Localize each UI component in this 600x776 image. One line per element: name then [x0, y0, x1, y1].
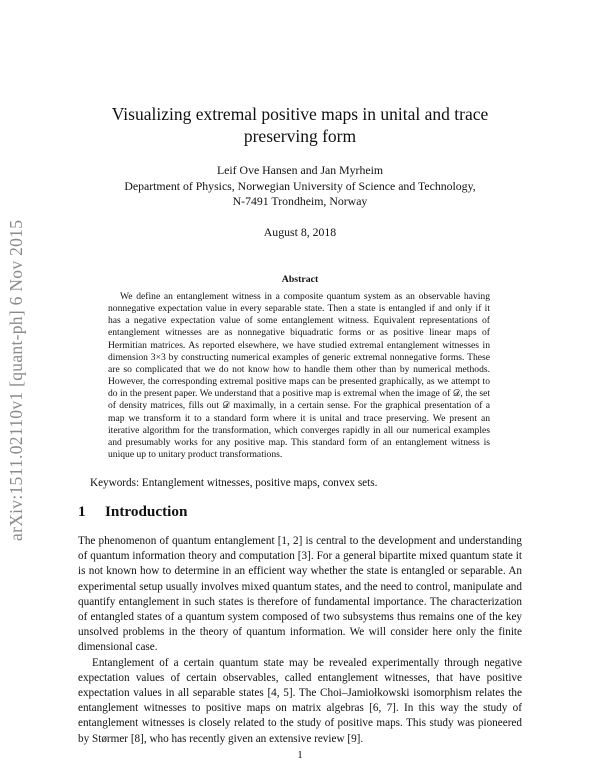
paper-title: Visualizing extremal positive maps in unital and trace preserving form	[111, 104, 489, 146]
affiliation: Department of Physics, Norwegian University of Science and Technology,	[124, 178, 476, 193]
arxiv-identifier: arXiv:1511.02110v1 [quant-ph] 6 Nov 2015	[6, 219, 26, 541]
section-heading	[78, 503, 187, 521]
paragraph: Entanglement of a certain quantum state may be revealed experimentally through negative expectation values of certain observables, called entanglement witnesses, that have positive expectation values in all separable states [4, 5]. The Choi–Jamiołkowski isomorphism relates the entanglement witnesses to positive maps on matrix algebras [6, 7]. In this way the study of entanglement witnesses is closely related to the study of positive maps. This study was pioneered by Størmer [8], who has recently given an extensive review [9].	[78, 656, 522, 745]
introduction-body	[78, 534, 522, 747]
paragraph: The phenomenon of quantum entanglement [1, 2] is central to the development and understanding of quantum information theory and computation [3]. For a general bipartite mixed quantum state it is not known how to determine in an efficient way whether the state is entangled or separable. An experimental setup usually involves mixed quantum states, and the need to control, manipulate and quantify entanglement in such states is therefore of fundamental importance. The characterization of entangled states of a quantum system composed of two subsystems thus remains one of the key unsolved problems in the theory of quantum information. We will consider here only the finite dimensional case.	[78, 535, 522, 654]
abstract-text: We define an entanglement witness in a composite quantum system as an observable having nonnegative expectation value in every separable state. Then a state is entangled if and only if it has a negative expectation value of some entanglement witness. Equivalent representations of entanglement witnesses are as nonnegative biquadratic forms or as positive linear maps of Hermitian matrices. As reported elsewhere, we have studied extremal entanglement witnesses in dimension 3×3 by constructing numerical examples of generic extremal nonnegative forms. These are so complicated that we do not know how to handle them other than by numerical methods. However, the corresponding extremal positive maps can be presented graphically, as we attempt to do in the present paper. We understand that a positive map is extremal when the image of 𝒟, the set of density matrices, fills out 𝒟 maximally, in a certain sense. For the graphical presentation of a map we transform it to a standard form where it is unital and trace preserving. We present an iterative algorithm for the transformation, which converges rapidly in all our numerical examples and presumably works for any positive map. This standard form of an entanglement witness is unique up to unitary product transformations.	[108, 291, 490, 461]
address: N-7491 Trondheim, Norway	[232, 194, 368, 208]
section-title: Introduction	[105, 503, 188, 520]
page-number: 1	[297, 749, 303, 761]
authors: Leif Ove Hansen and Jan Myrheim	[216, 163, 384, 177]
abstract-heading: Abstract	[281, 274, 319, 285]
keywords: Keywords: Entanglement witnesses, positive maps, convex sets.	[90, 477, 378, 489]
author-block	[90, 163, 510, 210]
section-number: 1	[78, 503, 86, 520]
date: August 8, 2018	[263, 225, 337, 239]
